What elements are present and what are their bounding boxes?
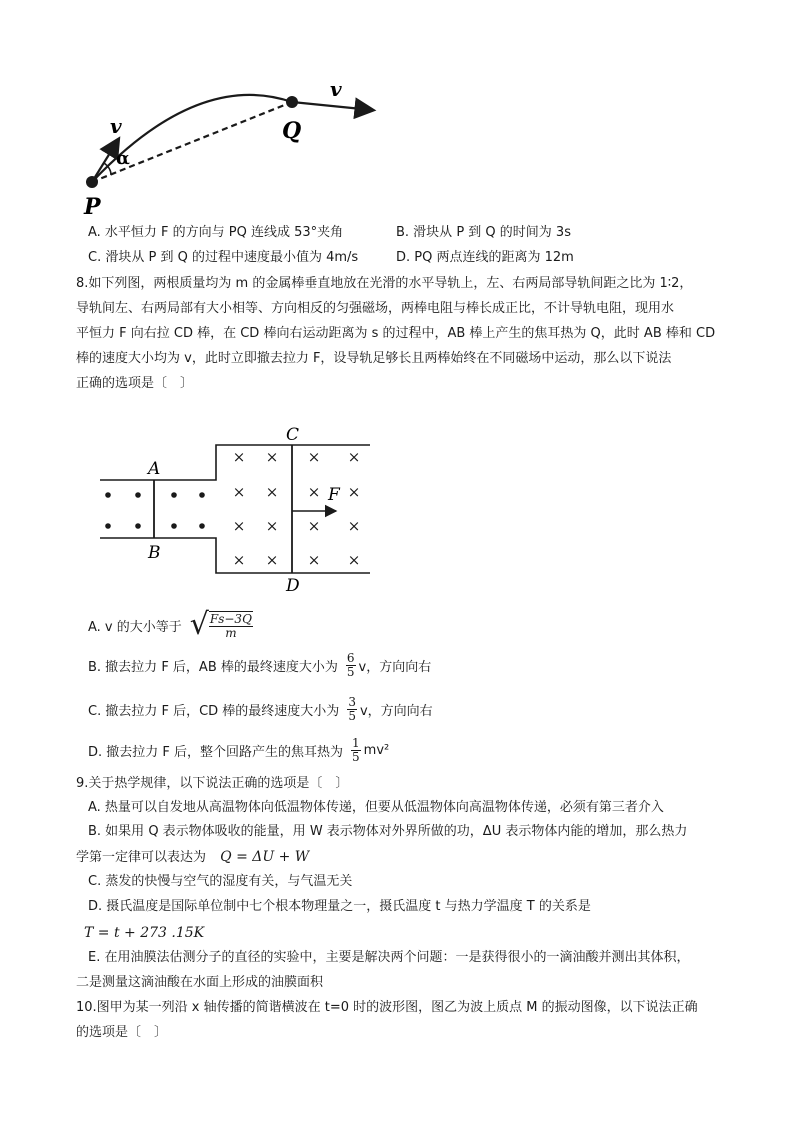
q7-option-a: A. 水平恒力 F 的方向与 PQ 连线成 53°夹角 bbox=[88, 225, 344, 240]
q9-formula-first-law: Q = ΔU + W bbox=[220, 849, 310, 865]
velocity-arrow-q bbox=[292, 102, 372, 110]
q8-stem-line4: 棒的速度大小均为 v，此时立即撤去拉力 F，设导轨足够长且两棒始终在不同磁场中运动，那么以下说法 bbox=[76, 351, 672, 366]
rail-magnetic-field-figure bbox=[96, 425, 376, 595]
q8-d-numerator: 1 bbox=[352, 736, 360, 750]
label-f: F bbox=[328, 485, 340, 505]
svg-text:×: × bbox=[347, 517, 361, 535]
field-dots bbox=[105, 492, 205, 529]
q9-option-b-line2 bbox=[76, 847, 309, 868]
svg-text:×: × bbox=[307, 517, 321, 535]
q9-option-d-line1: D. 摄氏温度是国际单位制中七个根本物理量之一，摄氏温度 t 与热力学温度 T 的关系是 bbox=[88, 899, 591, 914]
q9-stem: 9.关于热学规律，以下说法正确的选项是〔 〕 bbox=[76, 776, 349, 791]
q9-option-e-line2: 二是测量这滴油酸在水面上形成的油膜面积 bbox=[76, 975, 324, 990]
svg-text:×: × bbox=[347, 551, 361, 569]
q9-option-c: C. 蒸发的快慢与空气的湿度有关，与气温无关 bbox=[88, 874, 353, 889]
q9-option-a: A. 热量可以自发地从高温物体向低温物体传递，但要从低温物体向高温物体传递，必须有第三者介入 bbox=[88, 800, 664, 815]
q9-option-e-line1: E. 在用油膜法估测分子的直径的实验中，主要是解决两个问题：一是获得很小的一滴油酸并测出其体积， bbox=[88, 950, 690, 965]
trajectory-figure bbox=[78, 80, 388, 222]
svg-text:×: × bbox=[232, 483, 246, 501]
svg-text:×: × bbox=[307, 551, 321, 569]
q8-stem-line2: 导轨间左、右两局部有大小相等、方向相反的匀强磁场，两棒电阻与棒长成正比，不计导轨电阻，现用水 bbox=[76, 301, 675, 316]
q8-option-b bbox=[88, 652, 431, 679]
svg-text:×: × bbox=[265, 551, 279, 569]
q8-stem-line3: 平恒力 F 向右拉 CD 棒，在 CD 棒向右运动距离为 s 的过程中，AB 棒上产生的焦耳热为 Q，此时 AB 棒和 CD bbox=[76, 326, 716, 341]
v-label-q: v bbox=[330, 80, 342, 101]
q7-option-d: D. PQ 两点连线的距离为 12m bbox=[396, 250, 574, 265]
q10-stem-line1: 10.图甲为某一列沿 x 轴传播的简谐横波在 t=0 时的波形图，图乙为波上质点 M 的振动图像，以下说法正确 bbox=[76, 1000, 698, 1015]
q8-c-denominator: 5 bbox=[348, 709, 356, 723]
p-label: P bbox=[84, 194, 101, 220]
pq-dashed-line bbox=[92, 102, 292, 182]
q8-option-c bbox=[88, 696, 433, 723]
label-d: D bbox=[286, 576, 300, 595]
q8-option-a bbox=[88, 607, 253, 642]
svg-text:×: × bbox=[307, 448, 321, 466]
q7-option-c: C. 滑块从 P 到 Q 的过程中速度最小值为 4m/s bbox=[88, 250, 359, 265]
q10-stem-line2: 的选项是〔 〕 bbox=[76, 1025, 168, 1040]
svg-text:×: × bbox=[307, 483, 321, 501]
svg-text:×: × bbox=[265, 483, 279, 501]
q7-option-b: B. 滑块从 P 到 Q 的时间为 3s bbox=[396, 225, 571, 240]
label-b: B bbox=[148, 543, 161, 563]
q8-option-a-text: A. v 的大小等于 bbox=[88, 619, 182, 635]
q8-a-denominator: m bbox=[225, 626, 237, 640]
field-crosses bbox=[233, 448, 361, 569]
svg-text:×: × bbox=[265, 517, 279, 535]
svg-text:×: × bbox=[347, 483, 361, 501]
q8-option-d-text: D. 撤去拉力 F 后，整个回路产生的焦耳热为 bbox=[88, 745, 344, 760]
q8-b-denominator: 5 bbox=[346, 665, 355, 679]
svg-text:×: × bbox=[265, 448, 279, 466]
q8-option-d bbox=[88, 737, 389, 764]
q8-b-numerator: 6 bbox=[346, 651, 355, 665]
q8-option-b-text: B. 撤去拉力 F 后，AB 棒的最终速度大小为 bbox=[88, 660, 338, 675]
q9-formula-temperature: T = t + 273 .15K bbox=[84, 925, 205, 941]
svg-text:×: × bbox=[232, 448, 246, 466]
q8-a-numerator: Fs−3Q bbox=[209, 612, 252, 626]
q8-c-numerator: 3 bbox=[348, 695, 356, 709]
svg-text:×: × bbox=[232, 517, 246, 535]
v-label-p: v bbox=[110, 114, 122, 138]
label-a: A bbox=[148, 459, 161, 479]
alpha-label: α bbox=[116, 148, 130, 169]
label-c: C bbox=[286, 425, 300, 445]
q8-stem-line1: 8.如下列图，两根质量均为 m 的金属棒垂直地放在光滑的水平导轨上，左、右两局部导轨间距之比为 1∶2， bbox=[76, 276, 693, 291]
sqrt-radical: √ bbox=[189, 607, 209, 642]
q8-option-b-suffix: v，方向向右 bbox=[358, 660, 432, 675]
q8-option-d-suffix: mv² bbox=[363, 743, 390, 758]
q8-stem-line5: 正确的选项是〔 〕 bbox=[76, 376, 194, 391]
q9-option-b-text: 学第一定律可以表达为 bbox=[76, 850, 207, 865]
point-p bbox=[86, 176, 98, 188]
q-label: Q bbox=[282, 118, 302, 144]
q8-option-c-suffix: v，方向向右 bbox=[359, 704, 433, 719]
sqrt-expression bbox=[189, 607, 253, 642]
q8-d-denominator: 5 bbox=[352, 750, 360, 764]
q8-option-c-text: C. 撤去拉力 F 后，CD 棒的最终速度大小为 bbox=[88, 704, 340, 719]
point-q bbox=[286, 96, 298, 108]
svg-text:×: × bbox=[232, 551, 246, 569]
svg-text:×: × bbox=[347, 448, 361, 466]
q9-option-b-line1: B. 如果用 Q 表示物体吸收的能量，用 W 表示物体对外界所做的功，ΔU 表示物体内能的增加，那么热力 bbox=[88, 824, 688, 839]
